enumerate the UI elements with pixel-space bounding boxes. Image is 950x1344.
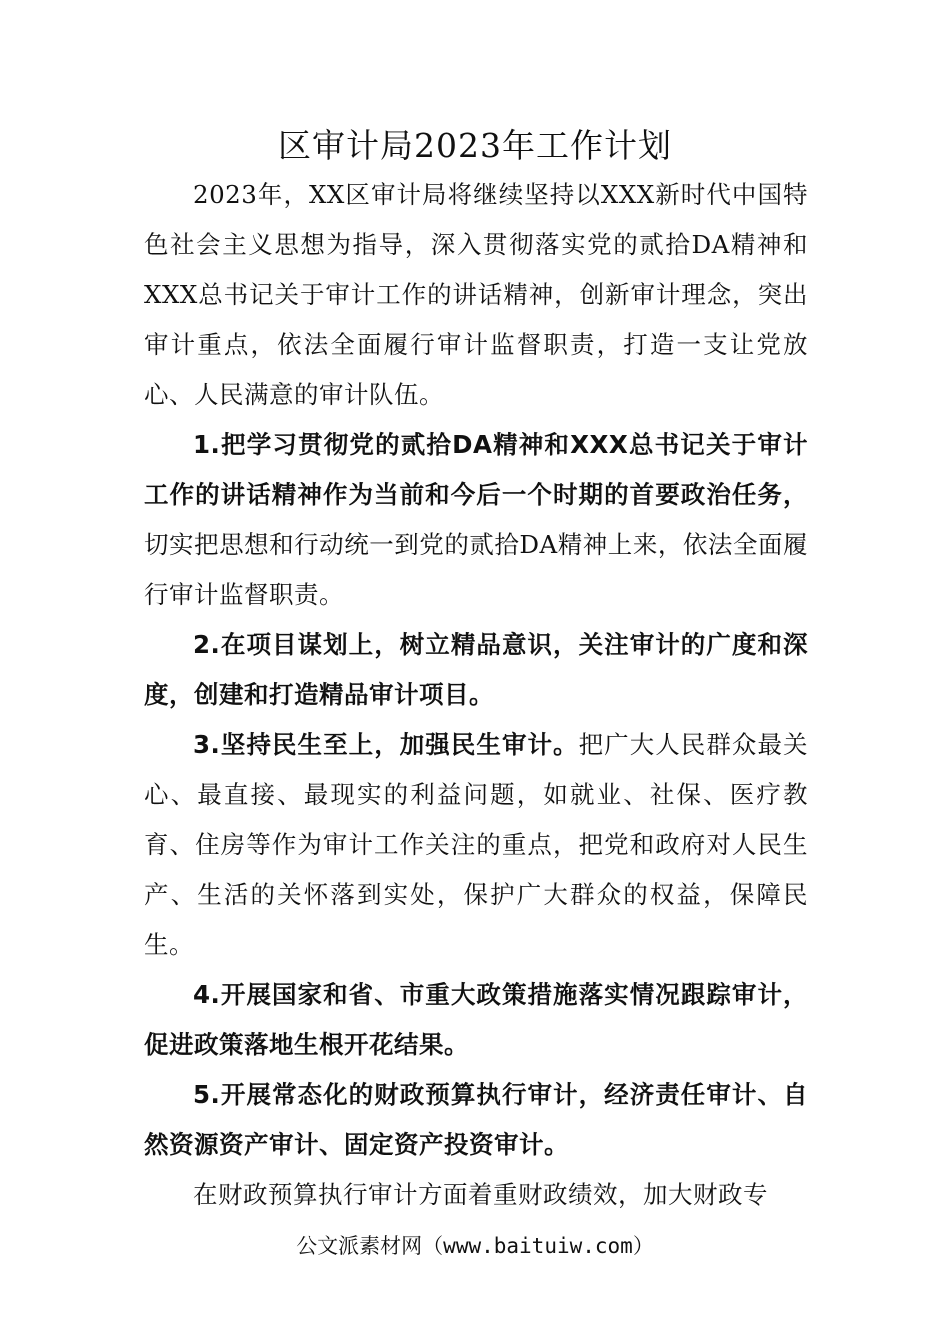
paragraph-text: 把广大人民群众最关心、最直接、最现实的利益问题，如就业、社保、医疗教育、住房等作为审计工作关注的重点，把党和政府对人民生产、生活的关怀落到实处，保护广大群众的权益，保障民生。	[144, 730, 809, 959]
paragraph-item-2	[144, 620, 808, 720]
document-title: 区审计局2023年工作计划	[278, 126, 672, 165]
paragraph-lead: 1.把学习贯彻党的贰拾DA精神和XXX总书记关于审计工作的讲话精神作为当前和今后一个时期的首要政治任务，	[144, 430, 808, 509]
paragraph-text: 切实把思想和行动统一到党的贰拾DA精神上来，依法全面履行审计监督职责。	[144, 530, 808, 609]
paragraph-item-5	[144, 1070, 808, 1170]
page-footer-watermark: 公文派素材网（www.baituiw.com）	[296, 1234, 654, 1258]
paragraph-lead: 3.坚持民生至上，加强民生审计。	[193, 730, 579, 759]
paragraph-intro	[144, 170, 808, 420]
paragraph-lead: 4.开展国家和省、市重大政策措施落实情况跟踪审计，促进政策落地生根开花结果。	[144, 980, 808, 1059]
paragraph-item-3	[144, 720, 808, 970]
paragraph-text: 在财政预算执行审计方面着重财政绩效，加大财政专	[193, 1180, 768, 1209]
paragraph-lead: 2.在项目谋划上，树立精品意识，关注审计的广度和深度，创建和打造精品审计项目。	[144, 630, 808, 709]
paragraph-item-4	[144, 970, 808, 1070]
paragraph-continuation	[144, 1170, 808, 1220]
paragraph-item-1	[144, 420, 808, 620]
paragraph-lead: 5.开展常态化的财政预算执行审计，经济责任审计、自然资源资产审计、固定资产投资审计。	[144, 1080, 808, 1159]
document-body	[144, 170, 808, 1220]
paragraph-text: 2023年，XX区审计局将继续坚持以XXX新时代中国特色社会主义思想为指导，深入贯彻落实党的贰拾DA精神和XXX总书记关于审计工作的讲话精神，创新审计理念，突出审计重点，依法全面履行审计监督职责，打造一支让党放心、人民满意的审计队伍。	[144, 180, 808, 409]
